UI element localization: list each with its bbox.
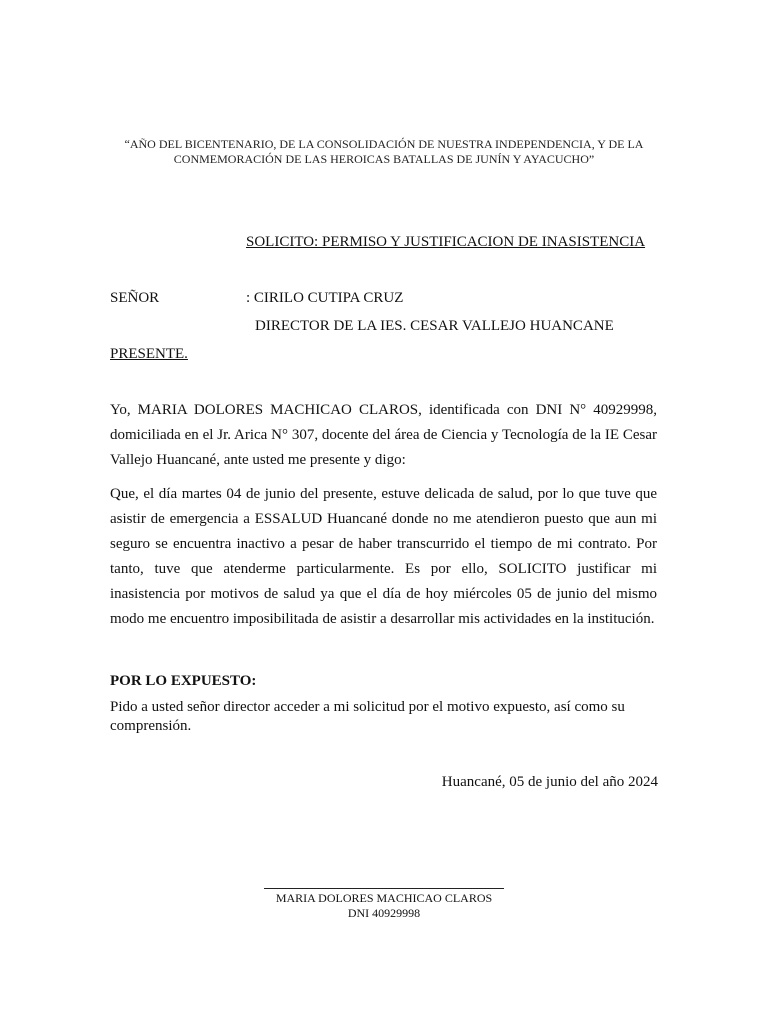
- presente-label: PRESENTE.: [110, 346, 188, 362]
- addressee-label: SEÑOR: [110, 290, 160, 306]
- subject-line: SOLICITO: PERMISO Y JUSTIFICACION DE INASISTENCIA: [246, 234, 646, 250]
- signature-name: MARIA DOLORES MACHICAO CLAROS: [275, 891, 493, 905]
- request-paragraph: Que, el día martes 04 de junio del presente, estuve delicada de salud, por lo que tuve que asistir de emergencia a ESSALUD Huancané donde no me atendieron puesto que aun mi seguro se encuentra inactivo a pesar de haber transcurrido el tiempo de mi contrato. Por tanto, tuve que atenderme particularmente. Es por ello, SOLICITO justificar mi inasistencia por motivos de salud ya que el día de hoy miércoles 05 de junio del mismo modo me encuentro imposibilitada de asistir a desarrollar mis actividades en la institución.: [110, 486, 657, 627]
- signature-block: [224, 888, 544, 921]
- header-motto: “AÑO DEL BICENTENARIO, DE LA CONSOLIDACIÓN DE NUESTRA INDEPENDENCIA, Y DE LA CONMEMORACIÓN DE LAS HEROICAS BATALLAS DE JUNÍN Y AYACUCHO”: [124, 137, 644, 166]
- addressee-name: : CIRILO CUTIPA CRUZ: [246, 290, 404, 306]
- addressee-title: DIRECTOR DE LA IES. CESAR VALLEJO HUANCANE: [255, 318, 614, 334]
- signature-dni: DNI 40929998: [347, 906, 421, 920]
- date-line: Huancané, 05 de junio del año 2024: [441, 774, 658, 790]
- intro-paragraph: Yo, MARIA DOLORES MACHICAO CLAROS, identificada con DNI N° 40929998, domiciliada en el Jr. Arica N° 307, docente del área de Ciencia y Tecnología de la IE Cesar Vallejo Huancané, ante usted me presente y digo:: [110, 402, 657, 468]
- petition-paragraph: Pido a usted señor director acceder a mi solicitud por el motivo expuesto, así como su comprensión.: [110, 699, 625, 734]
- signature-line: [264, 888, 504, 889]
- closing-heading: POR LO EXPUESTO:: [110, 673, 257, 689]
